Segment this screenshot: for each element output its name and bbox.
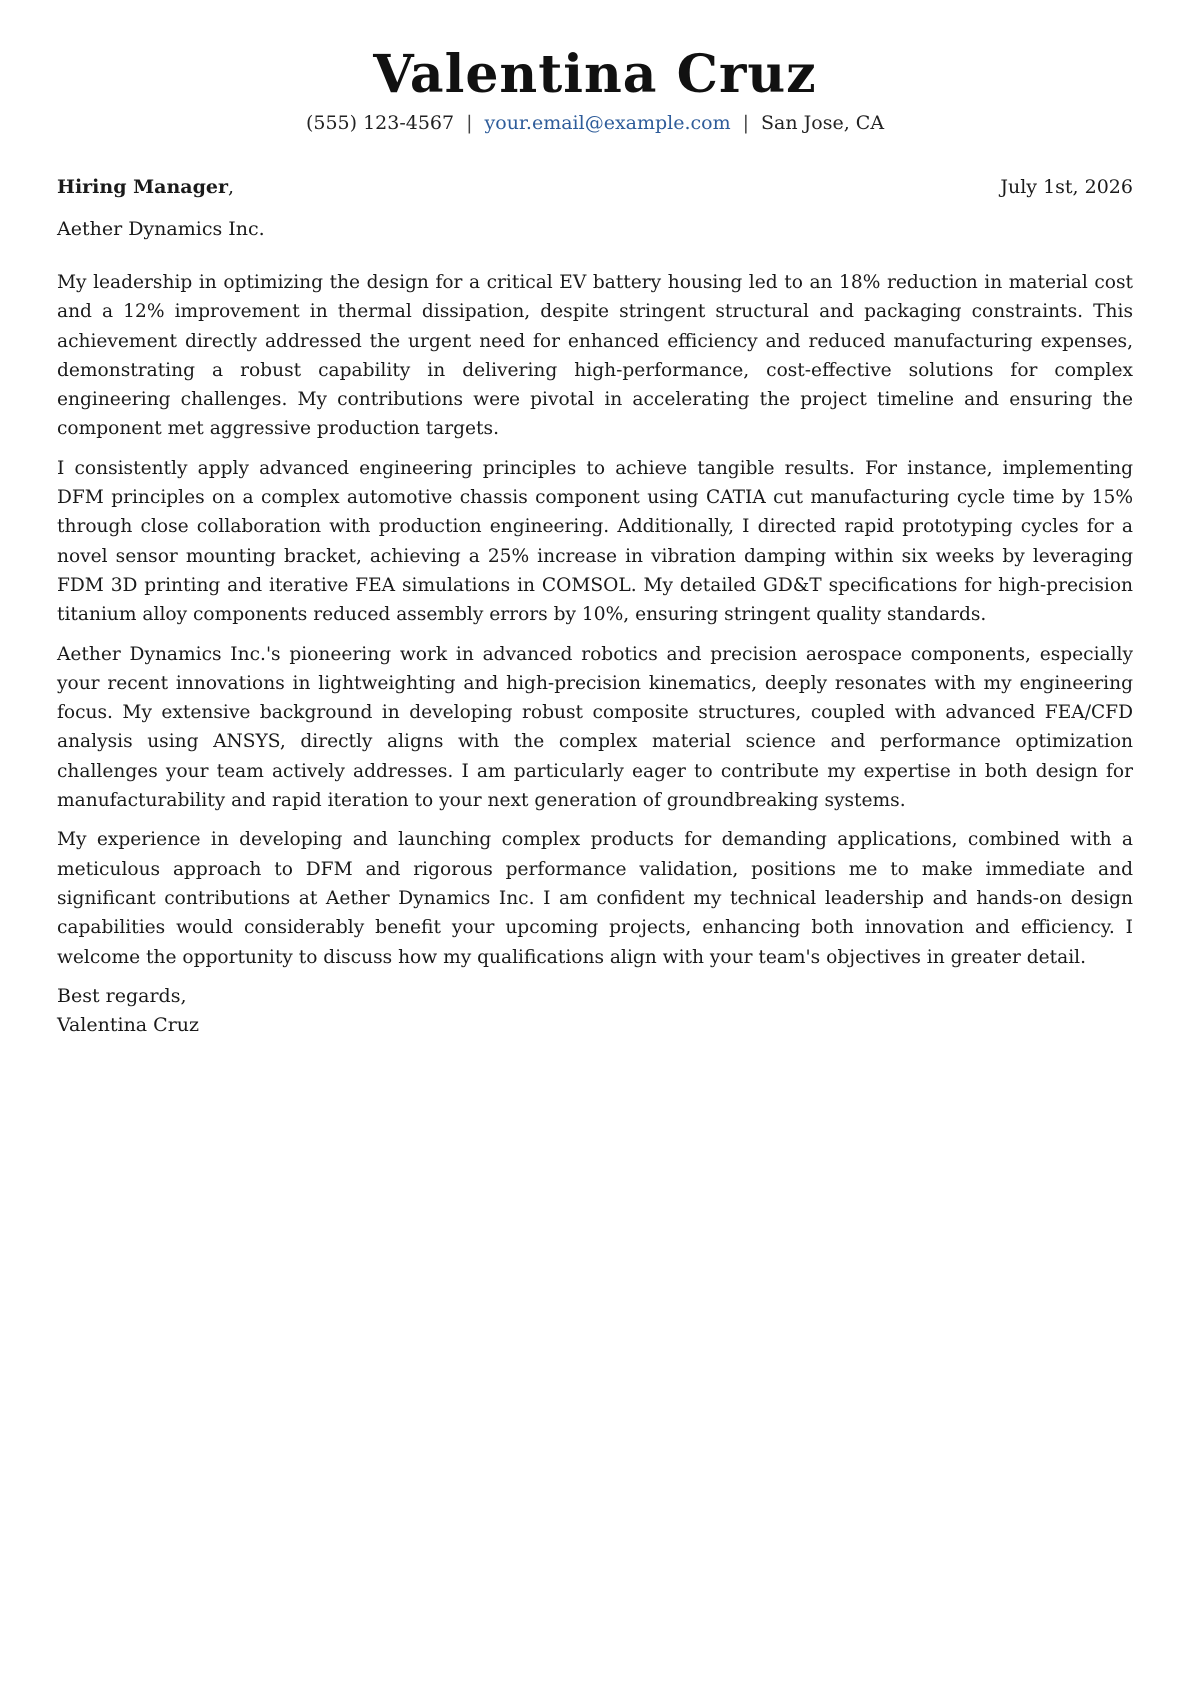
applicant-name: Valentina Cruz [373,44,817,105]
body-paragraph: Aether Dynamics Inc.'s pioneering work in advanced robotics and precision aerospace components, especially your recent innovations in lightweighting and high-precision kinematics, deeply resonates with my engineering focus. My extensive background in developing robust composite structures, coupled with advanced FEA/CFD analysis using ANSYS, directly aligns with the complex material science and performance optimization challenges your team actively addresses. I am particularly eager to contribute my expertise in both design for manufacturability and rapid iteration to your next generation of groundbreaking systems. [57,643,1133,812]
letter-closing [57,982,1133,1040]
body-paragraph: My leadership in optimizing the design for a critical EV battery housing led to an 18% reduction in material cost and a 12% improvement in thermal dissipation, despite stringent structural and packaging constraints. This achievement directly addressed the urgent need for enhanced efficiency and reduced manufacturing expenses, demonstrating a robust capability in delivering high-performance, cost-effective solutions for complex engineering challenges. My contributions were pivotal in accelerating the project timeline and ensuring the component met aggressive production targets. [57,272,1133,440]
salutation-comma: , [227,176,235,198]
recipient-company: Aether Dynamics Inc. [57,218,265,240]
letter-body [57,268,1133,972]
contact-separator: | [742,112,750,134]
recipient-salutation [57,174,234,200]
recipient-title: Hiring Manager [57,176,228,198]
contact-line [57,110,1133,136]
letter-date: July 1st, 2026 [1000,176,1133,198]
contact-separator: | [466,112,473,134]
location: San Jose, CA [761,112,885,134]
signoff: Best regards, [57,984,187,1007]
email-link[interactable]: your.email@example.com [484,112,731,134]
phone-number: (555) 123-4567 [305,112,455,134]
body-paragraph: I consistently apply advanced engineering principles to achieve tangible results. For instance, implementing DFM principles on a complex automotive chassis component using CATIA cut manufacturing cycle time by 15% through close collaboration with production engineering. Additionally, I directed rapid prototyping cycles for a novel sensor mounting bracket, achieving a 25% increase in vibration damping within six weeks by leveraging FDM 3D printing and iterative FEA simulations in COMSOL. My detailed GD&T specifications for high-precision titanium alloy components reduced assembly errors by 10%, ensuring stringent quality standards. [57,457,1133,626]
signature: Valentina Cruz [57,1013,200,1036]
body-paragraph: My experience in developing and launching complex products for demanding applications, combined with a meticulous approach to DFM and rigorous performance validation, positions me to make immediate and significant contributions at Aether Dynamics Inc. I am confident my technical leadership and hands-on design capabilities would considerably benefit your upcoming projects, enhancing both innovation and efficiency. I welcome the opportunity to discuss how my qualifications align with your team's objectives in greater detail. [57,829,1133,968]
recipient-row [57,174,1133,200]
